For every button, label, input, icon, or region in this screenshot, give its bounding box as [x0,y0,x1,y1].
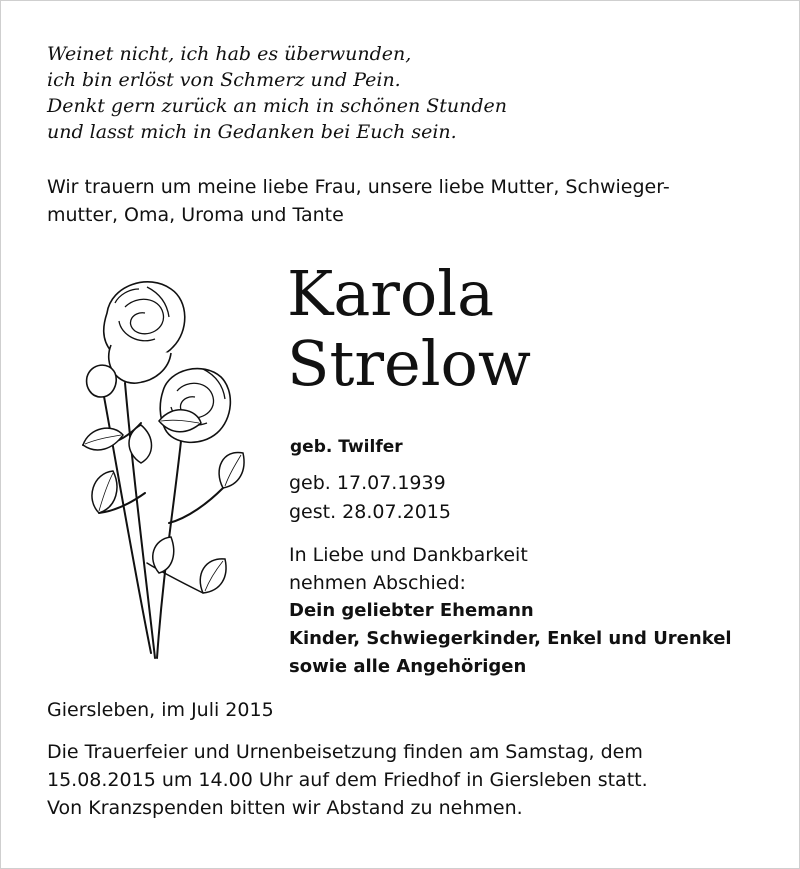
birth-date: geb. 17.07.1939 [289,472,446,494]
poem [47,41,747,145]
last-name: Strelow [287,327,531,400]
poem-line: Denkt gern zurück an mich in schönen Stunden [47,95,507,117]
first-name: Karola [287,257,495,330]
life-dates [289,469,451,527]
birth-name: geb. Twilfer [290,437,403,457]
intro-line: mutter, Oma, Uroma und Tante [47,204,344,226]
poem-line: ich bin erlöst von Schmerz und Pein. [47,69,401,91]
mourner-spouse: Dein geliebter Ehemann [289,600,534,621]
intro-text [47,173,767,229]
rose-illustration-icon [63,273,253,673]
death-date: gest. 28.07.2015 [289,501,451,523]
mourner-relatives: sowie alle Angehörigen [289,656,527,677]
mourners-line: In Liebe und Dankbarkeit [289,544,528,566]
funeral-line: Von Kranzspenden bitten wir Abstand zu nehmen. [47,797,523,819]
mourners [289,541,732,681]
poem-line: und lasst mich in Gedanken bei Euch sein. [47,121,457,143]
funeral-line: 15.08.2015 um 14.00 Uhr auf dem Friedhof in Giersleben statt. [47,769,648,791]
intro-line: Wir trauern um meine liebe Frau, unsere liebe Mutter, Schwieger- [47,176,670,198]
mourners-line: nehmen Abschied: [289,572,466,594]
place-date: Giersleben, im Juli 2015 [47,699,274,721]
mourner-family: Kinder, Schwiegerkinder, Enkel und Urenkel [289,628,732,649]
poem-line: Weinet nicht, ich hab es überwunden, [47,43,412,65]
funeral-line: Die Trauerfeier und Urnenbeisetzung finden am Samstag, dem [47,741,643,763]
funeral-info [47,738,648,822]
deceased-name [287,259,531,399]
